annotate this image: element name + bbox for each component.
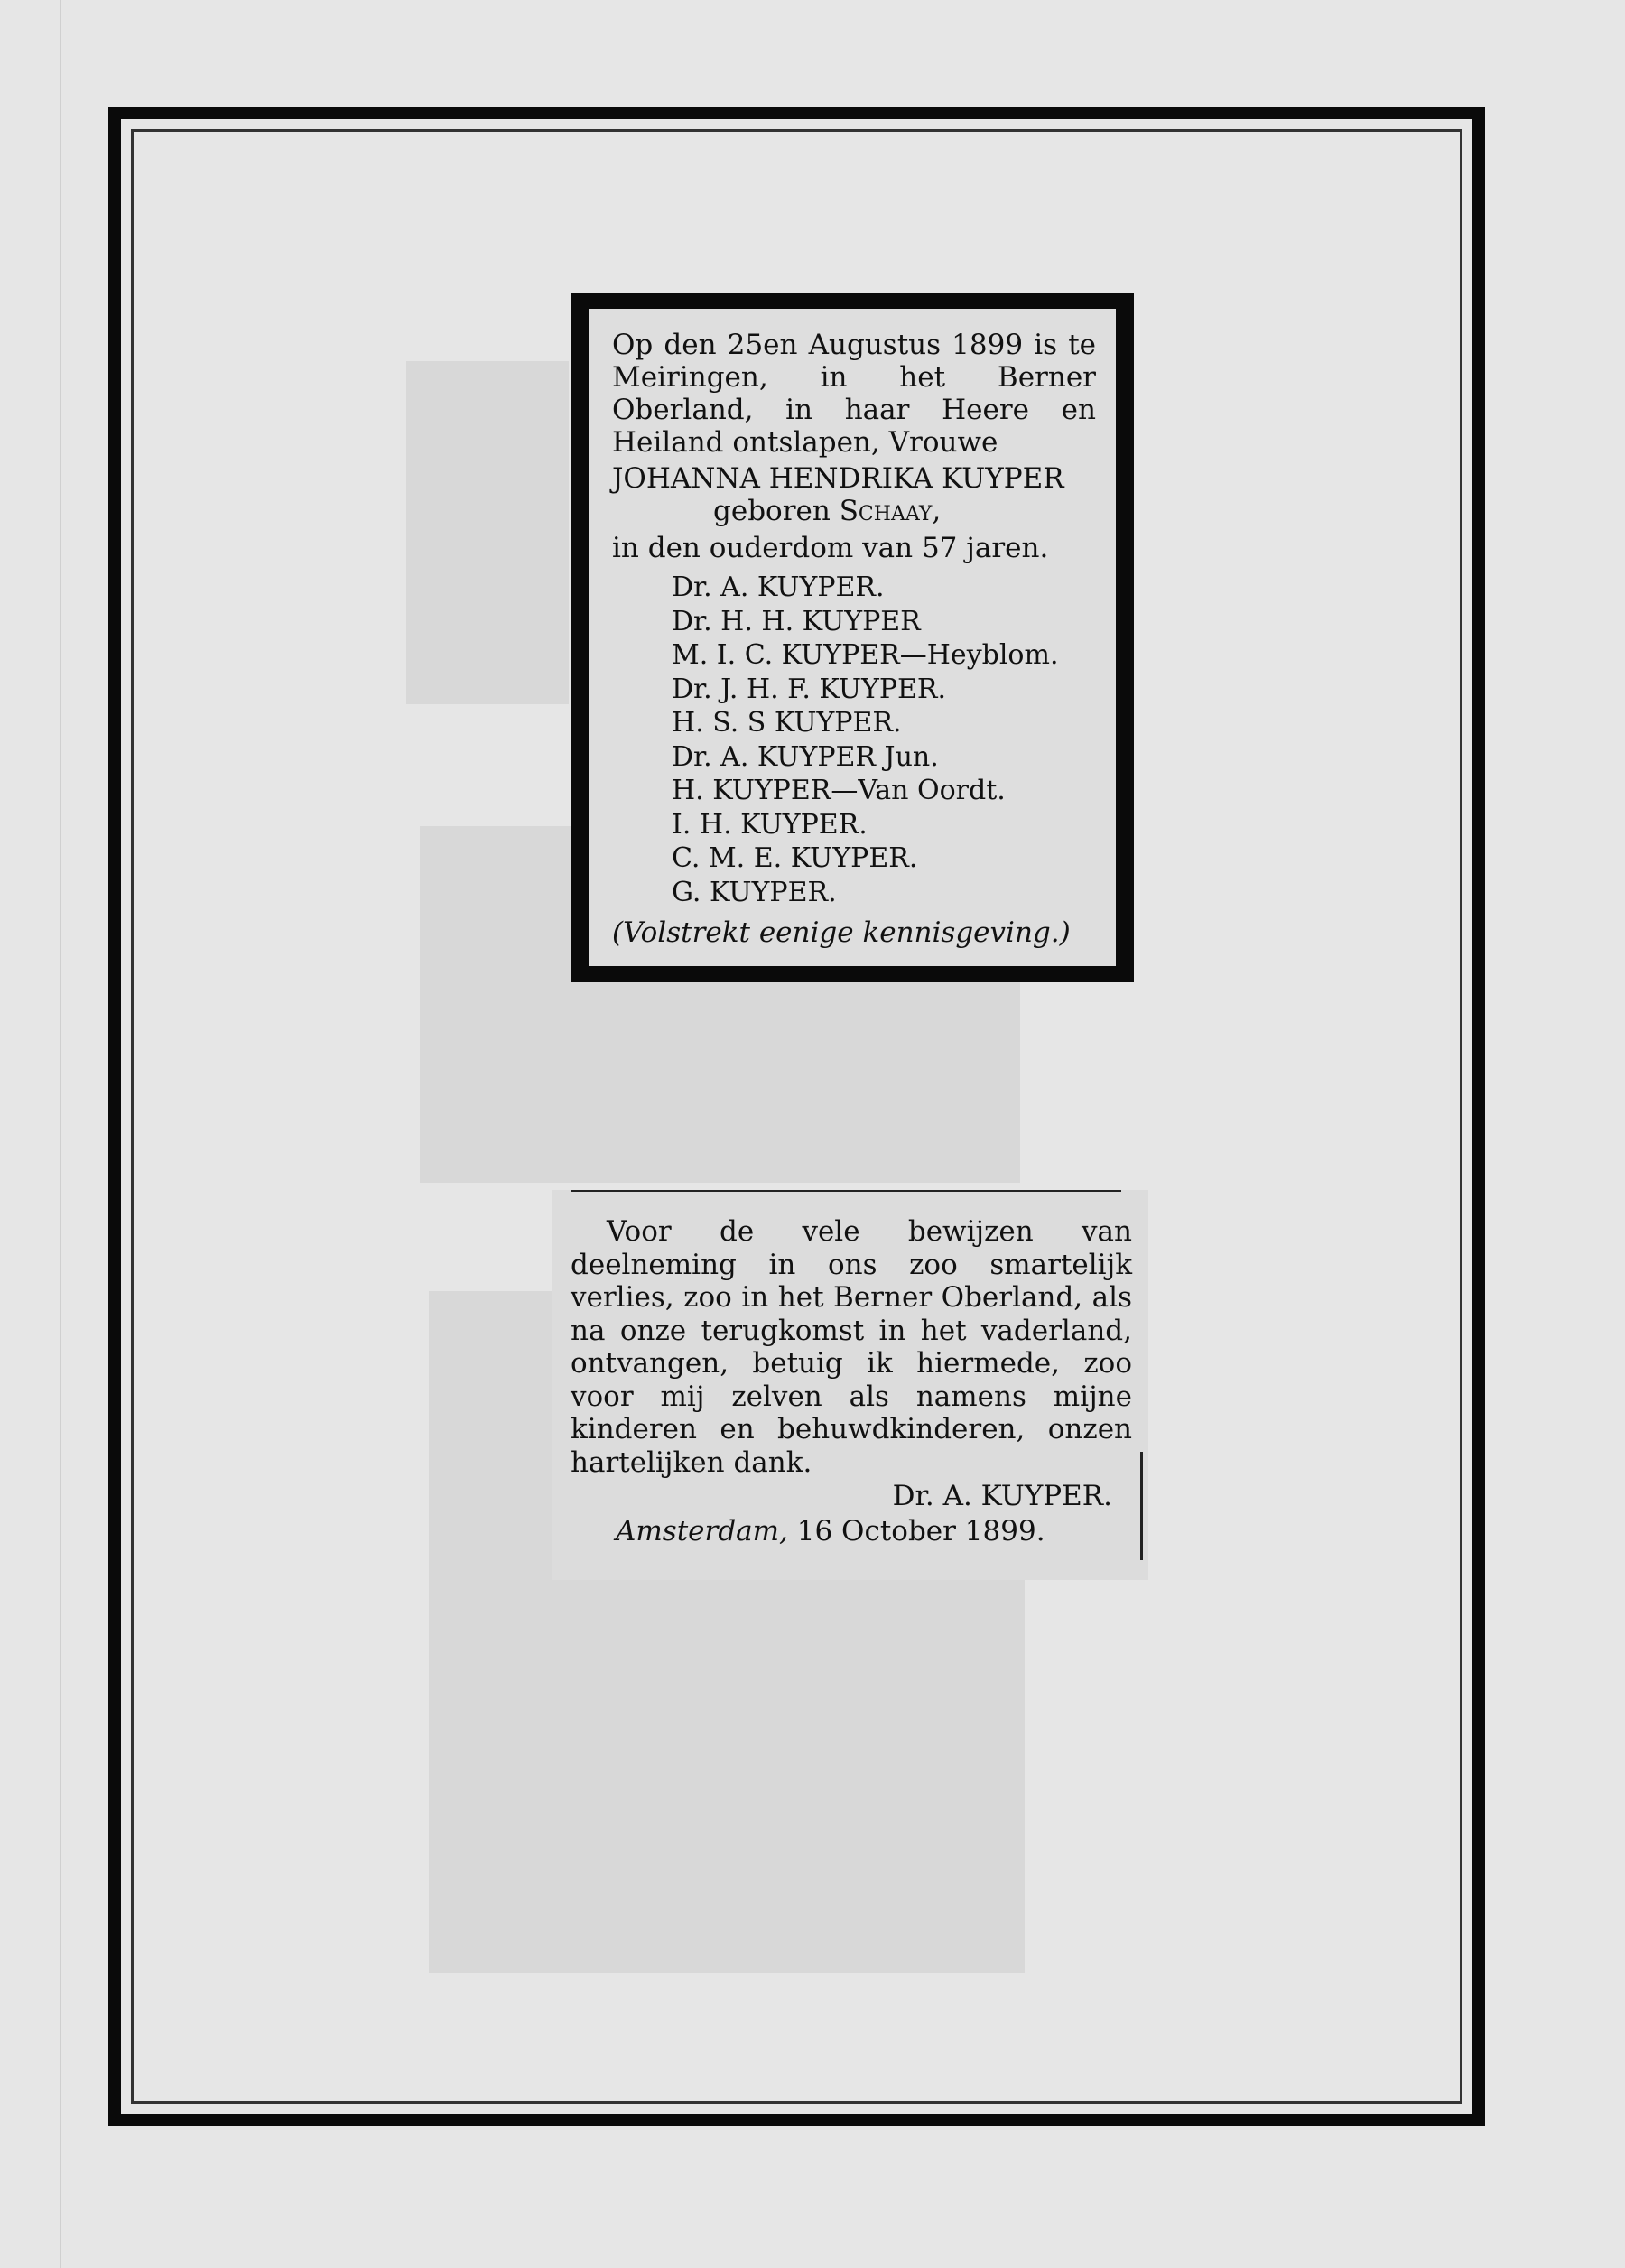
maiden-name: Schaay, [839, 495, 942, 527]
closing-note: (Volstrekt eenige kennisgeving.) [612, 916, 1071, 949]
place-date [571, 1513, 1132, 1549]
deceased-name: JOHANNA HENDRIKA KUYPER [612, 462, 1064, 495]
page-edge [60, 0, 61, 2268]
survivor-name: Dr. H. H. KUYPER [672, 605, 921, 637]
age-line: in den ouderdom van 57 jaren. [612, 532, 1049, 564]
thank-you-notice [552, 1190, 1148, 1580]
signature: Dr. A. KUYPER. [892, 1480, 1112, 1512]
maiden-name-line [612, 495, 1096, 527]
born-prefix: geboren [713, 495, 831, 527]
clipping-edge [1140, 1452, 1143, 1560]
survivor-name: M. I. C. KUYPER—Heyblom. [672, 639, 1059, 671]
survivors-list [612, 571, 1096, 909]
survivor-name: I. H. KUYPER. [672, 808, 868, 841]
survivor-name: Dr. A. KUYPER. [672, 572, 885, 603]
survivor-name: Dr. J. H. F. KUYPER. [672, 673, 947, 705]
survivor-name: H. KUYPER—Van Oordt. [672, 775, 1006, 806]
thanks-body: Voor de vele bewijzen van deelneming in ons zoo smartelijk verlies, zoo in het Berner Oberland, als na onze terugkomst in het vaderland, ontvangen, betuig ik hiermede, zoo voor mij zelven als namens mijne kinderen en behuwdkinderen, onzen hartelijken dank. [571, 1215, 1132, 1479]
place: Amsterdam, [616, 1515, 788, 1548]
survivor-name: Dr. A. KUYPER Jun. [672, 740, 939, 773]
date: 16 October 1899. [796, 1515, 1045, 1548]
top-rule [571, 1190, 1121, 1192]
announcement-text: Op den 25en Augustus 1899 is te Meiringen, in het Berner Oberland, in haar Heere en Heiland ontslapen, Vrouwe [612, 329, 1096, 459]
obituary-notice [571, 293, 1134, 982]
survivor-name: H. S. S KUYPER. [672, 707, 902, 739]
survivor-name: C. M. E. KUYPER. [672, 842, 918, 874]
survivor-name: G. KUYPER. [672, 876, 837, 908]
